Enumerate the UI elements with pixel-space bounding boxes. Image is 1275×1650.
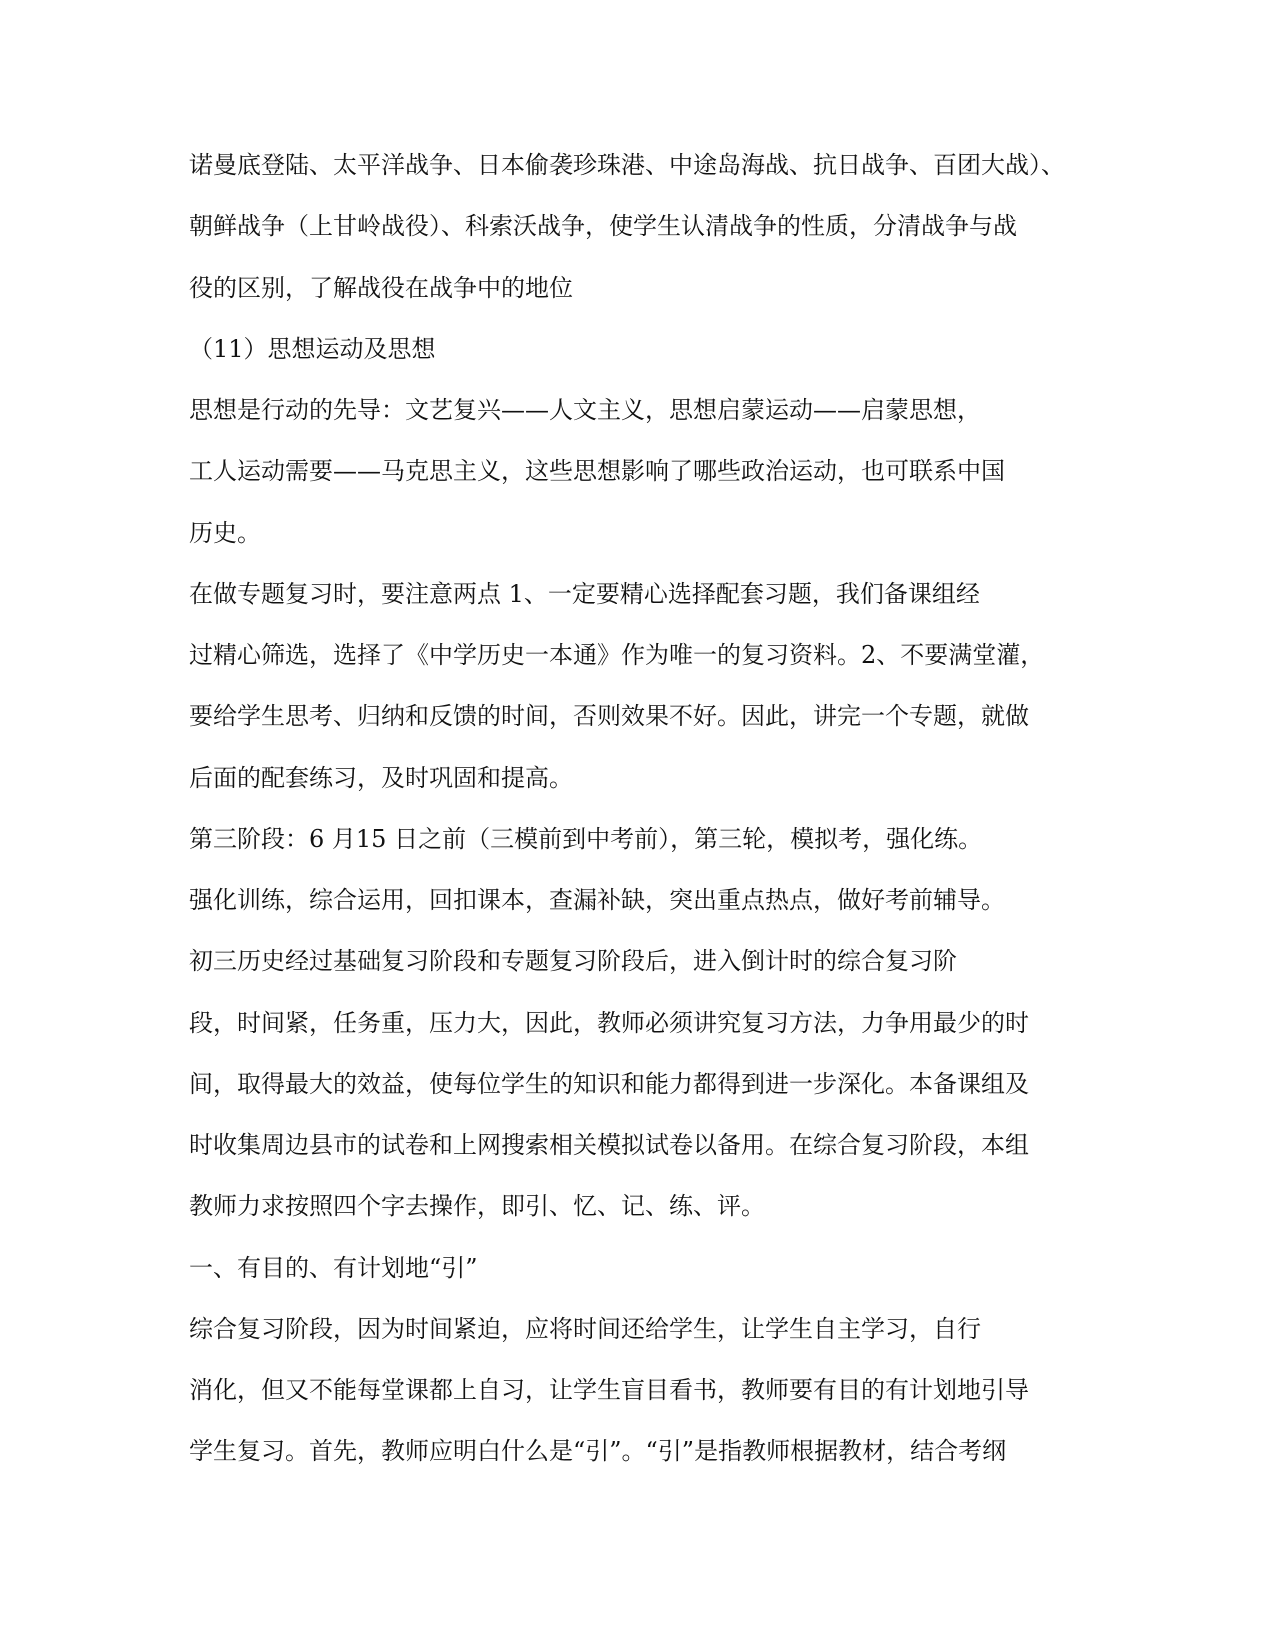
subsection-heading: 一、有目的、有计划地“引” (189, 1253, 478, 1282)
section-heading: （11）思想运动及思想 (189, 334, 436, 363)
text-line: 朝鲜战争（上甘岭战役）、科索沃战争，使学生认清战争的性质，分清战争与战 (189, 212, 1017, 241)
text-line: 要给学生思考、归纳和反馈的时间，否则效果不好。因此，讲完一个专题，就做 (189, 702, 1029, 731)
text-line: 过精心筛选，选择了《中学历史一本通》作为唯一的复习资料。2、不要满堂灌， (189, 641, 1045, 669)
text-line: 思想是行动的先导：文艺复兴——人文主义，思想启蒙运动——启蒙思想， (189, 396, 981, 424)
text-line: 综合复习阶段，因为时间紧迫，应将时间还给学生，让学生自主学习，自行 (189, 1314, 981, 1343)
text-line: 教师力求按照四个字去操作，即引、忆、记、练、评。 (189, 1192, 765, 1221)
text-line: 时收集周边县市的试卷和上网搜索相关模拟试卷以备用。在综合复习阶段，本组 (189, 1131, 1029, 1159)
text-line: 在做专题复习时，要注意两点 1、一定要精心选择配套习题，我们备课组经 (189, 579, 980, 608)
text-line: 历史。 (189, 518, 261, 547)
text-line: 间，取得最大的效益，使每位学生的知识和能力都得到进一步深化。本备课组及 (189, 1069, 1029, 1098)
stage-heading: 第三阶段：6 月15 日之前（三模前到中考前），第三轮，模拟考，强化练。 (189, 824, 983, 853)
text-line: 役的区别，了解战役在战争中的地位 (189, 273, 573, 302)
text-line: 初三历史经过基础复习阶段和专题复习阶段后，进入倒计时的综合复习阶 (189, 947, 957, 976)
text-line: 工人运动需要——马克思主义，这些思想影响了哪些政治运动，也可联系中国 (189, 457, 1005, 486)
text-line: 诺曼底登陆、太平洋战争、日本偷袭珍珠港、中途岛海战、抗日战争、百团大战）、 (189, 151, 1065, 179)
text-line: 强化训练，综合运用，回扣课本，查漏补缺，突出重点热点，做好考前辅导。 (189, 886, 1005, 914)
text-line: 消化，但又不能每堂课都上自习，让学生盲目看书，教师要有目的有计划地引导 (189, 1376, 1029, 1404)
text-line: 后面的配套练习，及时巩固和提高。 (189, 763, 573, 792)
text-line: 段，时间紧，任务重，压力大，因此，教师必须讲究复习方法，力争用最少的时 (189, 1008, 1029, 1037)
body-text (189, 144, 1109, 1492)
text-line: 学生复习。首先，教师应明白什么是“引”。“引”是指教师根据教材，结合考纲 (189, 1437, 1007, 1466)
